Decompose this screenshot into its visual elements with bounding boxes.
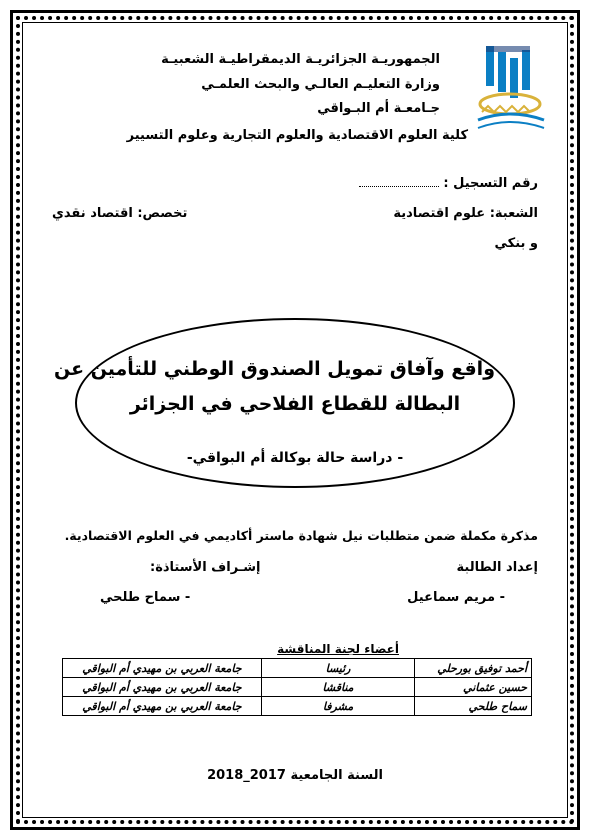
- header-ministry: وزارة التعليـم العالـي والبحث العلمـي: [201, 77, 440, 92]
- jury-member-name: أحمد توفيق بورحلي: [415, 659, 532, 678]
- specialty-label: تخصص: اقتصاد نقدي: [52, 206, 188, 221]
- supervised-by-label: إشـراف الأستاذة:: [150, 560, 261, 575]
- table-row: [63, 678, 532, 697]
- jury-member-university: جامعة العربي بن مهيدي أم البواقي: [63, 697, 262, 716]
- registration-label: رقم التسجيل :: [359, 176, 538, 191]
- jury-member-university: جامعة العربي بن مهيدي أم البواقي: [63, 659, 262, 678]
- university-logo: [472, 42, 550, 142]
- jury-heading: أعضاء لجنة المناقشة: [277, 642, 399, 656]
- specialty-continuation: و بنكي: [494, 236, 538, 251]
- registration-blank: [359, 186, 439, 187]
- branch-label: الشعبة: علوم اقتصادية: [393, 206, 538, 221]
- student-name: - مريم سماعيل: [407, 590, 505, 605]
- header-republic: الجمهوريـة الجزائريـة الديمقراطيـة الشعبيـة: [161, 52, 440, 67]
- thesis-title-line2: البطالة للقطاع الفلاحي في الجزائر: [129, 393, 461, 415]
- jury-member-name: حسين عثماني: [415, 678, 532, 697]
- header-faculty: كلية العلوم الاقتصادية والعلوم التجارية وعلوم التسيير: [126, 128, 468, 143]
- table-row: [63, 659, 532, 678]
- jury-member-name: سماح طلحي: [415, 697, 532, 716]
- jury-member-role: مناقشا: [261, 678, 414, 697]
- prepared-by-label: إعداد الطالبة: [456, 560, 538, 575]
- header-university: جـامعـة أم البـواقي: [317, 101, 440, 116]
- jury-member-role: مشرفا: [261, 697, 414, 716]
- academic-year: السنة الجامعية 2017_2018: [207, 768, 383, 783]
- case-study-subtitle: - دراسة حالة بوكالة أم البواقي-: [186, 450, 404, 466]
- jury-table-header: [63, 640, 532, 659]
- jury-member-role: رئيسا: [261, 659, 414, 678]
- thesis-title-line1: واقع وآفاق تمويل الصندوق الوطني للتأمين عن: [54, 358, 495, 380]
- jury-member-university: جامعة العربي بن مهيدي أم البواقي: [63, 678, 262, 697]
- supervisor-name: - سماح طلحي: [100, 590, 191, 605]
- memo-statement: مذكرة مكملة ضمن متطلبات نيل شهادة ماستر أكاديمي في العلوم الاقتصادية.: [64, 528, 538, 543]
- table-row: [63, 697, 532, 716]
- jury-table: [62, 640, 532, 716]
